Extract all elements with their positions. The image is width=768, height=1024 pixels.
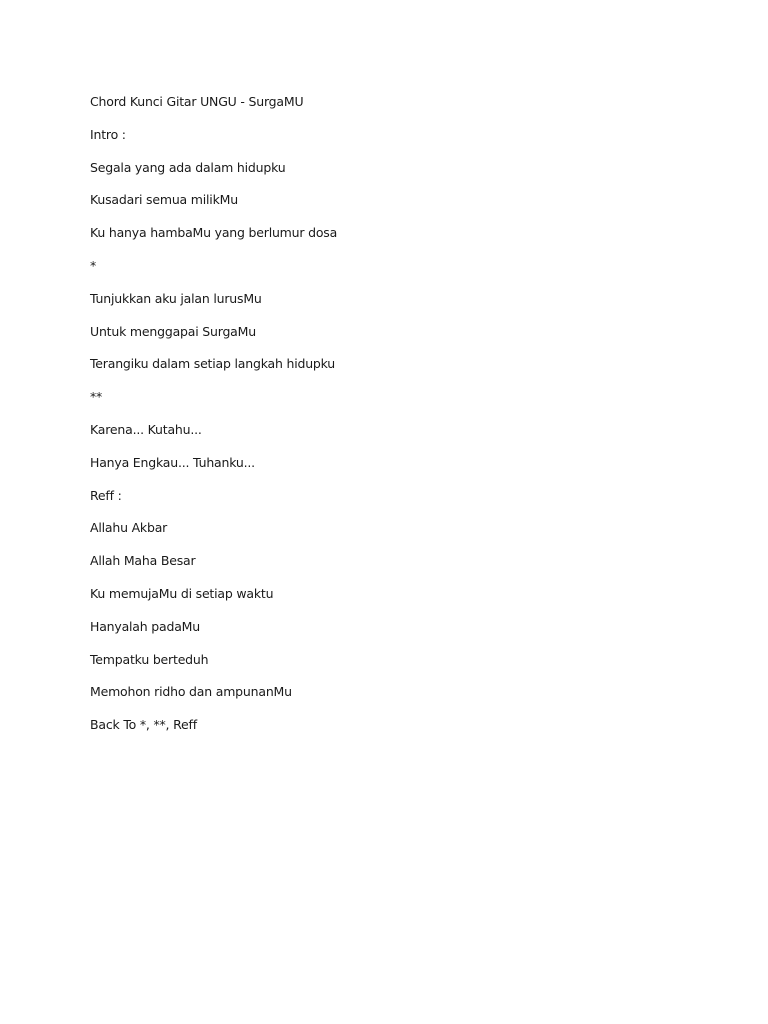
reff-label: Reff : [90, 487, 122, 503]
lyric-line: Terangiku dalam setiap langkah hidupku [90, 356, 336, 372]
lyric-line: Untuk menggapai SurgaMu [90, 323, 256, 339]
lyric-line: Kusadari semua milikMu [90, 192, 238, 208]
lyric-line: Segala yang ada dalam hidupku [90, 159, 286, 175]
document-title: Chord Kunci Gitar UNGU - SurgaMU [90, 94, 304, 109]
lyric-line: Hanya Engkau... Tuhanku... [90, 454, 255, 470]
lyric-line: Karena... Kutahu... [90, 421, 202, 437]
lyric-line: Ku hanya hambaMu yang berlumur dosa [90, 225, 338, 241]
document-body [90, 93, 690, 749]
lyric-line: Memohon ridho dan ampunanMu [90, 684, 292, 700]
section-marker: * [90, 257, 97, 273]
lyric-line: Tunjukkan aku jalan lurusMu [90, 290, 262, 306]
lyric-line: Hanyalah padaMu [90, 618, 200, 634]
intro-label: Intro : [90, 126, 126, 142]
lyric-line: Allahu Akbar [90, 520, 168, 536]
lyric-line: Tempatku berteduh [90, 651, 209, 667]
lyric-line: Allah Maha Besar [90, 553, 196, 569]
section-marker: ** [90, 389, 103, 405]
lyric-line: Ku memujaMu di setiap waktu [90, 585, 274, 601]
back-to-note: Back To *, **, Reff [90, 717, 197, 733]
